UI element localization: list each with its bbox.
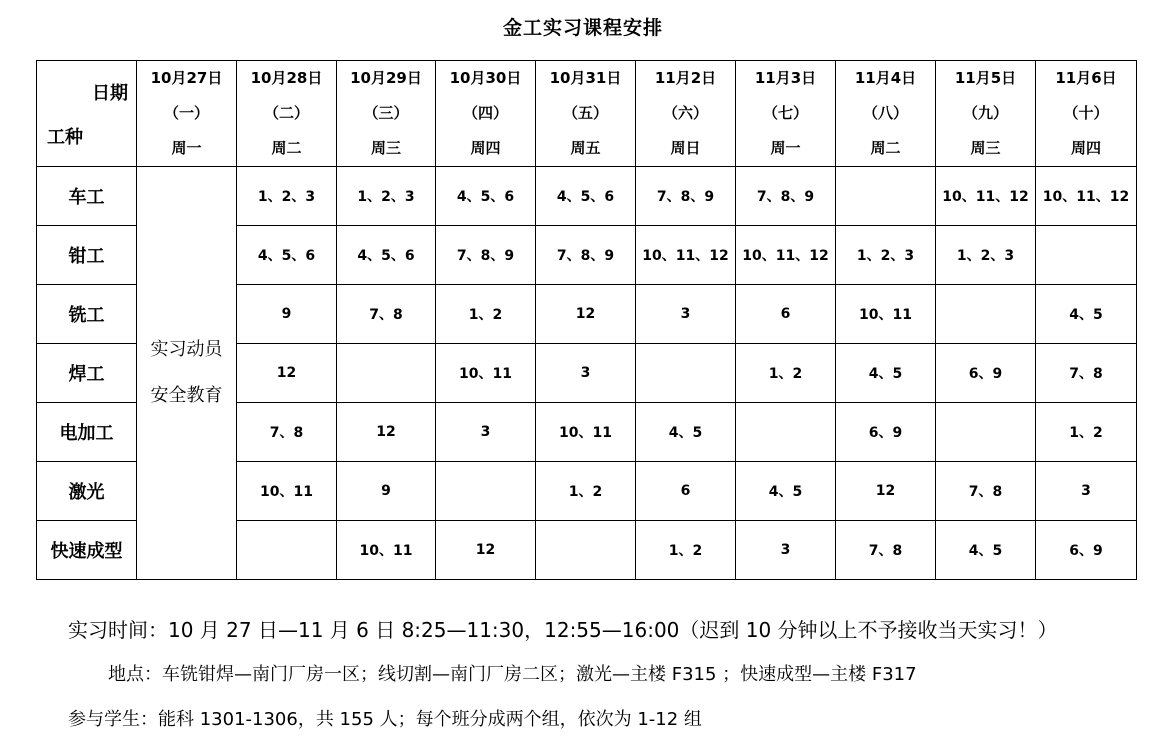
group-cell	[337, 344, 436, 403]
students-note: 参与学生：能科 1301-1306，共 155 人；每个班分成两个组，依次为 1-12 组	[68, 709, 702, 730]
group-cell: 1、2、3	[337, 167, 436, 226]
group-cell: 1、2	[736, 344, 836, 403]
group-cell: 10、11	[337, 521, 436, 580]
group-cell	[936, 285, 1036, 344]
group-cell	[436, 462, 536, 521]
group-cell: 4、5、6	[536, 167, 636, 226]
group-cell: 12	[536, 285, 636, 344]
day-date: 10月27日	[150, 69, 223, 87]
group-cell: 4、5、6	[237, 226, 337, 285]
day-weekday: 周一	[770, 139, 801, 157]
work-type-cell: 车工	[37, 167, 137, 226]
group-cell: 10、11、12	[736, 226, 836, 285]
group-cell: 1、2	[636, 521, 736, 580]
group-cell: 12	[436, 521, 536, 580]
day-header	[137, 61, 237, 167]
work-type-cell: 钳工	[37, 226, 137, 285]
day-index: （四）	[462, 104, 508, 122]
day-date: 10月28日	[250, 69, 323, 87]
day-index: （九）	[962, 104, 1008, 122]
group-cell: 4、5	[936, 521, 1036, 580]
group-cell: 7、8	[836, 521, 936, 580]
group-cell	[836, 167, 936, 226]
group-cell: 7、8	[1036, 344, 1137, 403]
group-cell: 6、9	[836, 403, 936, 462]
day-weekday: 周一	[171, 139, 202, 157]
group-cell	[636, 344, 736, 403]
group-cell: 12	[337, 403, 436, 462]
group-cell: 9	[337, 462, 436, 521]
day-weekday: 周日	[670, 139, 701, 157]
group-cell: 1、2	[536, 462, 636, 521]
group-cell: 3	[636, 285, 736, 344]
group-cell: 4、5	[636, 403, 736, 462]
day-header	[337, 61, 436, 167]
day-weekday: 周五	[570, 139, 601, 157]
group-cell: 1、2、3	[936, 226, 1036, 285]
group-cell: 10、11、12	[1036, 167, 1137, 226]
day-date: 11月5日	[954, 69, 1017, 87]
group-cell: 7、8	[936, 462, 1036, 521]
day-header	[836, 61, 936, 167]
group-cell: 3	[736, 521, 836, 580]
work-type-cell: 快速成型	[37, 521, 137, 580]
group-cell	[1036, 226, 1137, 285]
group-cell: 10、11、12	[636, 226, 736, 285]
day-weekday: 周二	[870, 139, 901, 157]
group-cell: 7、8、9	[736, 167, 836, 226]
day-index: （七）	[762, 104, 808, 122]
mobilization-cell	[137, 167, 237, 580]
practice-time-note: 实习时间：10 月 27 日—11 月 6 日 8:25—11:30，12:55—16:00（迟到 10 分钟以上不予接收当天实习！）	[68, 618, 1058, 642]
group-cell: 6	[636, 462, 736, 521]
work-type-cell: 电加工	[37, 403, 137, 462]
group-cell: 7、8	[237, 403, 337, 462]
group-cell: 4、5	[836, 344, 936, 403]
day-header	[936, 61, 1036, 167]
group-cell	[736, 403, 836, 462]
group-cell: 10、11、12	[936, 167, 1036, 226]
group-cell: 10、11	[836, 285, 936, 344]
day-weekday: 周三	[370, 139, 401, 157]
group-cell: 4、5、6	[337, 226, 436, 285]
day-index: （三）	[363, 104, 409, 122]
day-date: 11月4日	[854, 69, 917, 87]
day-index: （五）	[562, 104, 608, 122]
day-date: 10月31日	[549, 69, 622, 87]
day-header	[436, 61, 536, 167]
group-cell: 12	[836, 462, 936, 521]
group-cell: 1、2	[436, 285, 536, 344]
day-date: 11月2日	[654, 69, 717, 87]
work-type-cell: 焊工	[37, 344, 137, 403]
group-cell	[237, 521, 337, 580]
page-title: 金工实习课程安排	[502, 17, 663, 39]
day-date: 11月6日	[1055, 69, 1117, 87]
day-date: 10月29日	[350, 69, 422, 87]
day-weekday: 周四	[1070, 139, 1101, 157]
group-cell: 7、8、9	[436, 226, 536, 285]
group-cell: 7、8、9	[536, 226, 636, 285]
schedule-table	[36, 60, 1137, 580]
day-index: （二）	[263, 104, 309, 122]
group-cell: 1、2、3	[836, 226, 936, 285]
group-cell: 6	[736, 285, 836, 344]
group-cell	[936, 403, 1036, 462]
type-axis-label: 工种	[47, 127, 83, 148]
group-cell: 7、8、9	[636, 167, 736, 226]
day-weekday: 周三	[970, 139, 1001, 157]
group-cell: 4、5、6	[436, 167, 536, 226]
group-cell: 4、5	[1036, 285, 1137, 344]
location-note: 地点：车铣钳焊—南门厂房一区；线切割—南门厂房二区；激光—主楼 F315 ；快速成型—主楼 F317	[108, 664, 917, 685]
group-cell: 7、8	[337, 285, 436, 344]
day-header	[237, 61, 337, 167]
day-header	[1036, 61, 1137, 167]
header-row	[37, 61, 1137, 167]
day-header	[536, 61, 636, 167]
group-cell: 6、9	[936, 344, 1036, 403]
corner-cell	[37, 61, 137, 167]
day-index: （十）	[1063, 104, 1109, 122]
work-type-cell: 激光	[37, 462, 137, 521]
group-cell: 1、2、3	[237, 167, 337, 226]
day-header	[736, 61, 836, 167]
date-axis-label: 日期	[92, 83, 128, 104]
group-cell: 1、2	[1036, 403, 1137, 462]
work-type-cell: 铣工	[37, 285, 137, 344]
group-cell: 4、5	[736, 462, 836, 521]
mobilization-text: 实习动员	[150, 339, 223, 360]
group-cell: 10、11	[536, 403, 636, 462]
group-cell: 9	[237, 285, 337, 344]
group-cell: 3	[536, 344, 636, 403]
group-cell: 10、11	[237, 462, 337, 521]
day-index: （六）	[662, 104, 708, 122]
table-row	[37, 167, 1137, 226]
day-date: 11月3日	[754, 69, 817, 87]
group-cell: 6、9	[1036, 521, 1137, 580]
day-weekday: 周四	[470, 139, 501, 157]
day-date: 10月30日	[449, 69, 522, 87]
group-cell	[536, 521, 636, 580]
group-cell: 12	[237, 344, 337, 403]
safety-education-text: 安全教育	[150, 385, 223, 406]
group-cell: 3	[1036, 462, 1137, 521]
day-weekday: 周二	[271, 139, 302, 157]
day-header	[636, 61, 736, 167]
day-index: （八）	[862, 104, 908, 122]
group-cell: 3	[436, 403, 536, 462]
group-cell: 10、11	[436, 344, 536, 403]
day-index: （一）	[163, 104, 209, 122]
